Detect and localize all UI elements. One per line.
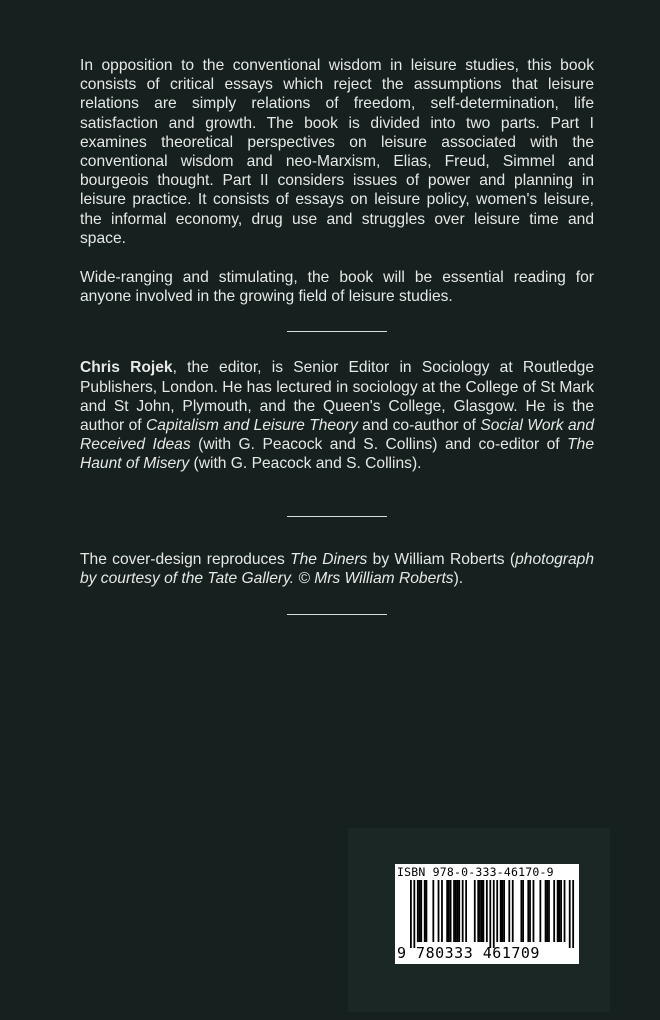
recommendation-paragraph: Wide-ranging and stimulating, the book will be essential reading for anyone involved in the growing field of leisure studies. <box>80 269 594 306</box>
barcode-bar <box>474 880 476 942</box>
book-title: Capitalism and Leisure Theory <box>146 417 358 435</box>
credit-text: ). <box>453 569 464 587</box>
barcode-bar <box>520 880 522 942</box>
barcode-bar <box>419 880 421 942</box>
barcode-bar <box>496 880 498 942</box>
barcode-bar <box>420 880 422 942</box>
barcode-bar <box>462 880 464 942</box>
barcode-bar <box>553 880 555 942</box>
divider <box>287 331 387 332</box>
barcode-bar <box>489 880 491 948</box>
barcode-bar <box>486 880 488 942</box>
bio-text: (with G. Peacock and S. Collins) and co-editor of <box>190 436 568 454</box>
cover-credit <box>80 550 594 588</box>
barcode-bar <box>413 880 415 948</box>
credit-text: The cover-design reproduces <box>80 550 291 568</box>
barcode-bar <box>493 880 495 948</box>
barcode-bar <box>455 880 457 942</box>
barcode-bar <box>410 880 412 948</box>
barcode-bar <box>483 880 485 942</box>
barcode-bar <box>424 880 426 942</box>
barcode-bar <box>441 880 443 942</box>
barcode-bar <box>438 880 440 942</box>
editor-bio <box>80 358 594 473</box>
barcode-bar <box>432 880 434 942</box>
barcode-bar <box>481 880 483 942</box>
bio-text: and co-author of <box>357 417 481 435</box>
barcode-bar <box>557 880 559 942</box>
barcode-bar <box>453 880 455 942</box>
barcode-bar <box>448 880 450 942</box>
bio-text: , the editor, is Senior Editor in Sociology at Routledge Publishers, London. He has lectured in sociology at the College of St Mark and St John, Plymouth, and the Queen's College, Glasgow. He is the author of <box>80 359 594 435</box>
barcode-bar <box>458 880 460 942</box>
divider <box>287 516 387 517</box>
barcode-bar <box>572 880 574 948</box>
barcode-bar <box>450 880 452 942</box>
barcode-bar <box>508 880 510 942</box>
barcode-bar <box>500 880 502 942</box>
book-title: The Haunt of Misery <box>80 436 595 473</box>
barcode-bar <box>479 880 481 942</box>
barcode-bar <box>522 880 524 942</box>
barcode-bar <box>417 880 419 942</box>
barcode-bars <box>398 880 576 948</box>
barcode-bar <box>501 880 503 942</box>
barcode <box>395 864 579 964</box>
barcode-bar <box>529 880 531 942</box>
book-title: Social Work and Received Ideas <box>80 417 595 454</box>
barcode-bar <box>503 880 505 942</box>
bio-text: (with G. Peacock and S. Collins). <box>189 455 422 473</box>
divider <box>287 614 387 615</box>
barcode-bar <box>477 880 479 942</box>
barcode-bar <box>457 880 459 942</box>
painting-title: The Diners <box>290 550 368 568</box>
isbn-label: ISBN 978-0-333-46170-9 <box>397 865 554 879</box>
barcode-bar <box>564 880 566 942</box>
description-paragraph: In opposition to the conventional wisdom in leisure studies, this book consists of critical essays which reject the assumptions that leisure relations are simply relations of freedom, self-determination, life satisfaction and growth. The book is divided into two parts. Part I examines theoretical perspectives on leisure associated with the conventional wisdom and neo-Marxism, Elias, Freud, Simmel and bourgeois thought. Part II considers issues of power and planning in leisure practice. It consists of essays on leisure policy, women's leisure, the informal economy, drug use and struggles over leisure time and space. <box>80 57 594 247</box>
barcode-bar <box>426 880 428 942</box>
barcode-bar <box>569 880 571 948</box>
barcode-bar <box>546 880 548 942</box>
barcode-bar <box>446 880 448 942</box>
photo-credit: photograph by courtesy of the Tate Gallery. © Mrs William Roberts <box>80 550 594 587</box>
barcode-bar <box>539 880 541 942</box>
editor-name: Chris Rojek <box>80 359 173 377</box>
barcode-bar <box>545 880 547 942</box>
back-cover-text <box>80 56 594 615</box>
barcode-bar <box>533 880 535 942</box>
barcode-bar <box>465 880 467 942</box>
barcode-bar <box>560 880 562 942</box>
barcode-bar <box>548 880 550 942</box>
barcode-bar <box>512 880 514 942</box>
barcode-bar <box>558 880 560 942</box>
credit-text: by William Roberts ( <box>367 550 516 568</box>
barcode-bar <box>527 880 529 942</box>
ean-number: 9 780333 461709 <box>397 944 540 962</box>
